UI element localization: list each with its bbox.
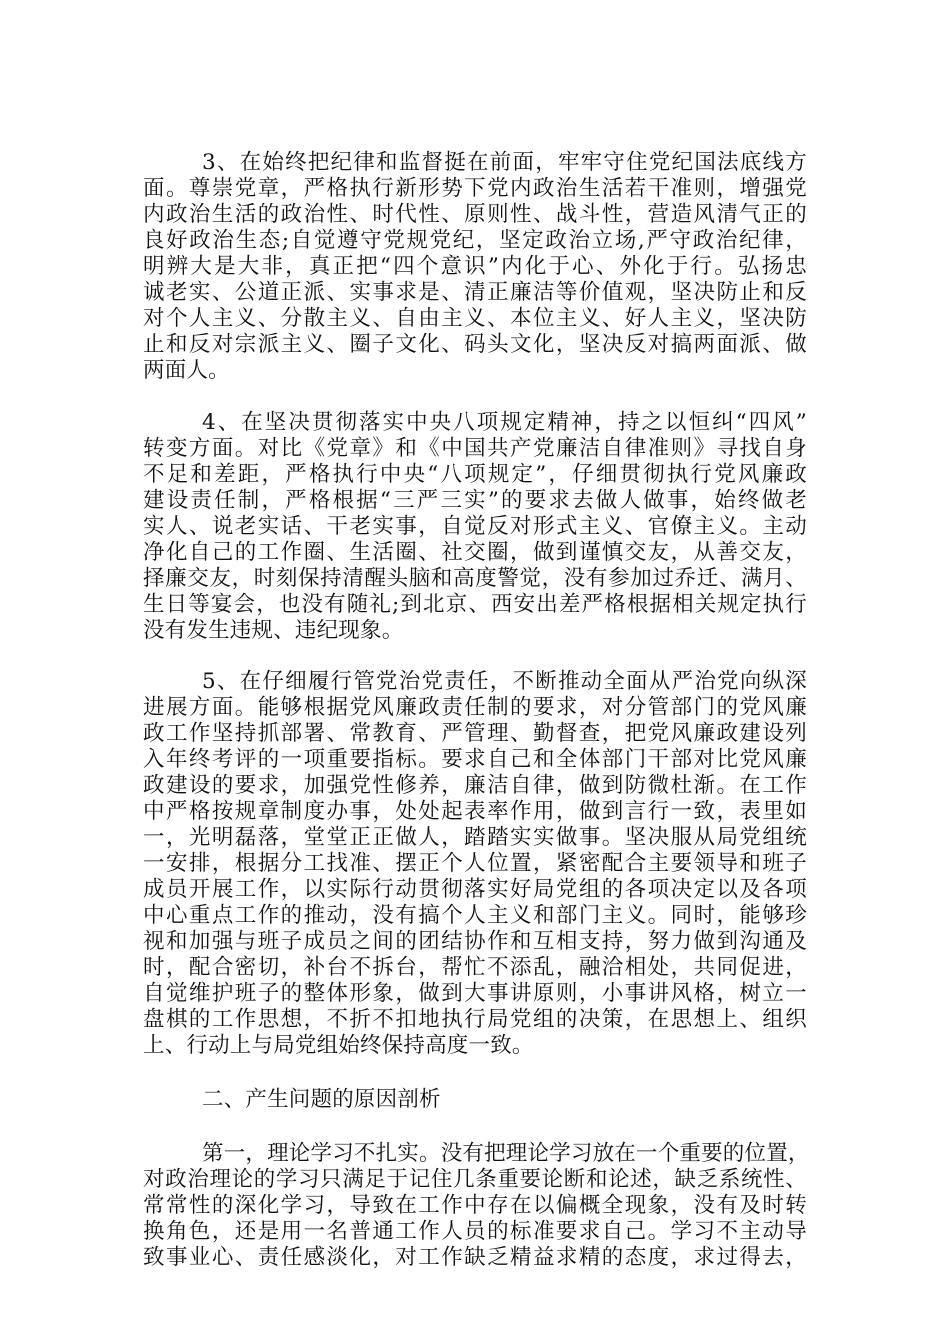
text-line: 生日等宴会，也没有随礼;到北京、西安出差严格根据相关规定执行 (143, 592, 807, 617)
text-line: 中严格按规章制度办事，处处起表率作用，做到言行一致，表里如 (143, 799, 807, 824)
text-line: 对个人主义、分散主义、自由主义、本位主义、好人主义，坚决防 (143, 306, 807, 331)
text-line: 致事业心、责任感淡化，对工作缺乏精益求精的态度，求过得去， (143, 1245, 807, 1270)
text-line: 转变方面。对比《党章》和《中国共产党廉洁自律准则》寻找自身 (143, 436, 807, 461)
text-line: 入年终考评的一项重要指标。要求自己和全体部门干部对比党风廉 (143, 747, 807, 772)
text-line: 面。尊崇党章，严格执行新形势下党内政治生活若干准则，增强党 (143, 176, 807, 201)
text-line: 5、在仔细履行管党治党责任，不断推动全面从严治党向纵深 (202, 669, 807, 694)
text-line: 内政治生活的政治性、时代性、原则性、战斗性，营造风清气正的 (143, 202, 807, 227)
text-line: 两面人。 (143, 358, 230, 383)
text-line: 明辨大是大非，真正把“四个意识”内化于心、外化于行。弘扬忠 (143, 254, 807, 279)
text-line: 一，光明磊落，堂堂正正做人，踏踏实实做事。坚决服从局党组统 (143, 825, 807, 850)
text-line: 换角色，还是用一名普通工作人员的标准要求自己。学习不主动导 (143, 1219, 807, 1244)
text-line: 良好政治生态;自觉遵守党规党纪，坚定政治立场,严守政治纪律， (143, 228, 807, 253)
text-line: 自觉维护班子的整体形象，做到大事讲原则，小事讲风格，树立一 (143, 981, 807, 1006)
text-line: 第一，理论学习不扎实。没有把理论学习放在一个重要的位置， (202, 1141, 810, 1166)
text-line: 建设责任制，严格根据“三严三实”的要求去做人做事，始终做老 (143, 488, 807, 513)
text-line: 盘棋的工作思想，不折不扣地执行局党组的决策，在思想上、组织 (143, 1007, 807, 1032)
text-line: 时，配合密切，补台不拆台，帮忙不添乱，融洽相处，共同促进， (143, 955, 807, 980)
text-line: 没有发生违规、违纪现象。 (143, 618, 404, 643)
text-line: 4、在坚决贯彻落实中央八项规定精神，持之以恒纠“四风” (202, 410, 807, 435)
text-line: 进展方面。能够根据党风廉政责任制的要求，对分管部门的党风廉 (143, 695, 807, 720)
text-line: 成员开展工作，以实际行动贯彻落实好局党组的各项决定以及各项 (143, 877, 807, 902)
text-line: 政建设的要求，加强党性修养，廉洁自律，做到防微杜渐。在工作 (143, 773, 807, 798)
text-line: 视和加强与班子成员之间的团结协作和互相支持，努力做到沟通及 (143, 929, 807, 954)
text-line: 一安排，根据分工找准、摆正个人位置，紧密配合主要领导和班子 (143, 851, 807, 876)
text-line: 中心重点工作的推动，没有搞个人主义和部门主义。同时，能够珍 (143, 903, 807, 928)
heading-text: 二、产生问题的原因剖析 (202, 1087, 441, 1112)
text-line: 不足和差距，严格执行中央“八项规定”，仔细贯彻执行党风廉政 (143, 462, 807, 487)
text-line: 择廉交友，时刻保持清醒头脑和高度警觉，没有参加过乔迁、满月、 (143, 566, 807, 591)
text-line: 诚老实、公道正派、实事求是、清正廉洁等价值观，坚决防止和反 (143, 280, 807, 305)
text-line: 3、在始终把纪律和监督挺在前面，牢牢守住党纪国法底线方 (202, 150, 807, 175)
text-line: 政工作坚持抓部署、常教育、严管理、勤督查，把党风廉政建设列 (143, 721, 807, 746)
text-line: 上、行动上与局党组始终保持高度一致。 (143, 1033, 534, 1058)
text-line: 实人、说老实话、干老实事，自觉反对形式主义、官僚主义。主动 (143, 514, 807, 539)
text-line: 净化自己的工作圈、生活圈、社交圈，做到谨慎交友，从善交友， (143, 540, 807, 565)
text-line: 止和反对宗派主义、圈子文化、码头文化，坚决反对搞两面派、做 (143, 332, 807, 357)
text-line: 对政治理论的学习只满足于记住几条重要论断和论述，缺乏系统性、 (143, 1167, 807, 1192)
text-line: 常常性的深化学习，导致在工作中存在以偏概全现象，没有及时转 (143, 1193, 807, 1218)
